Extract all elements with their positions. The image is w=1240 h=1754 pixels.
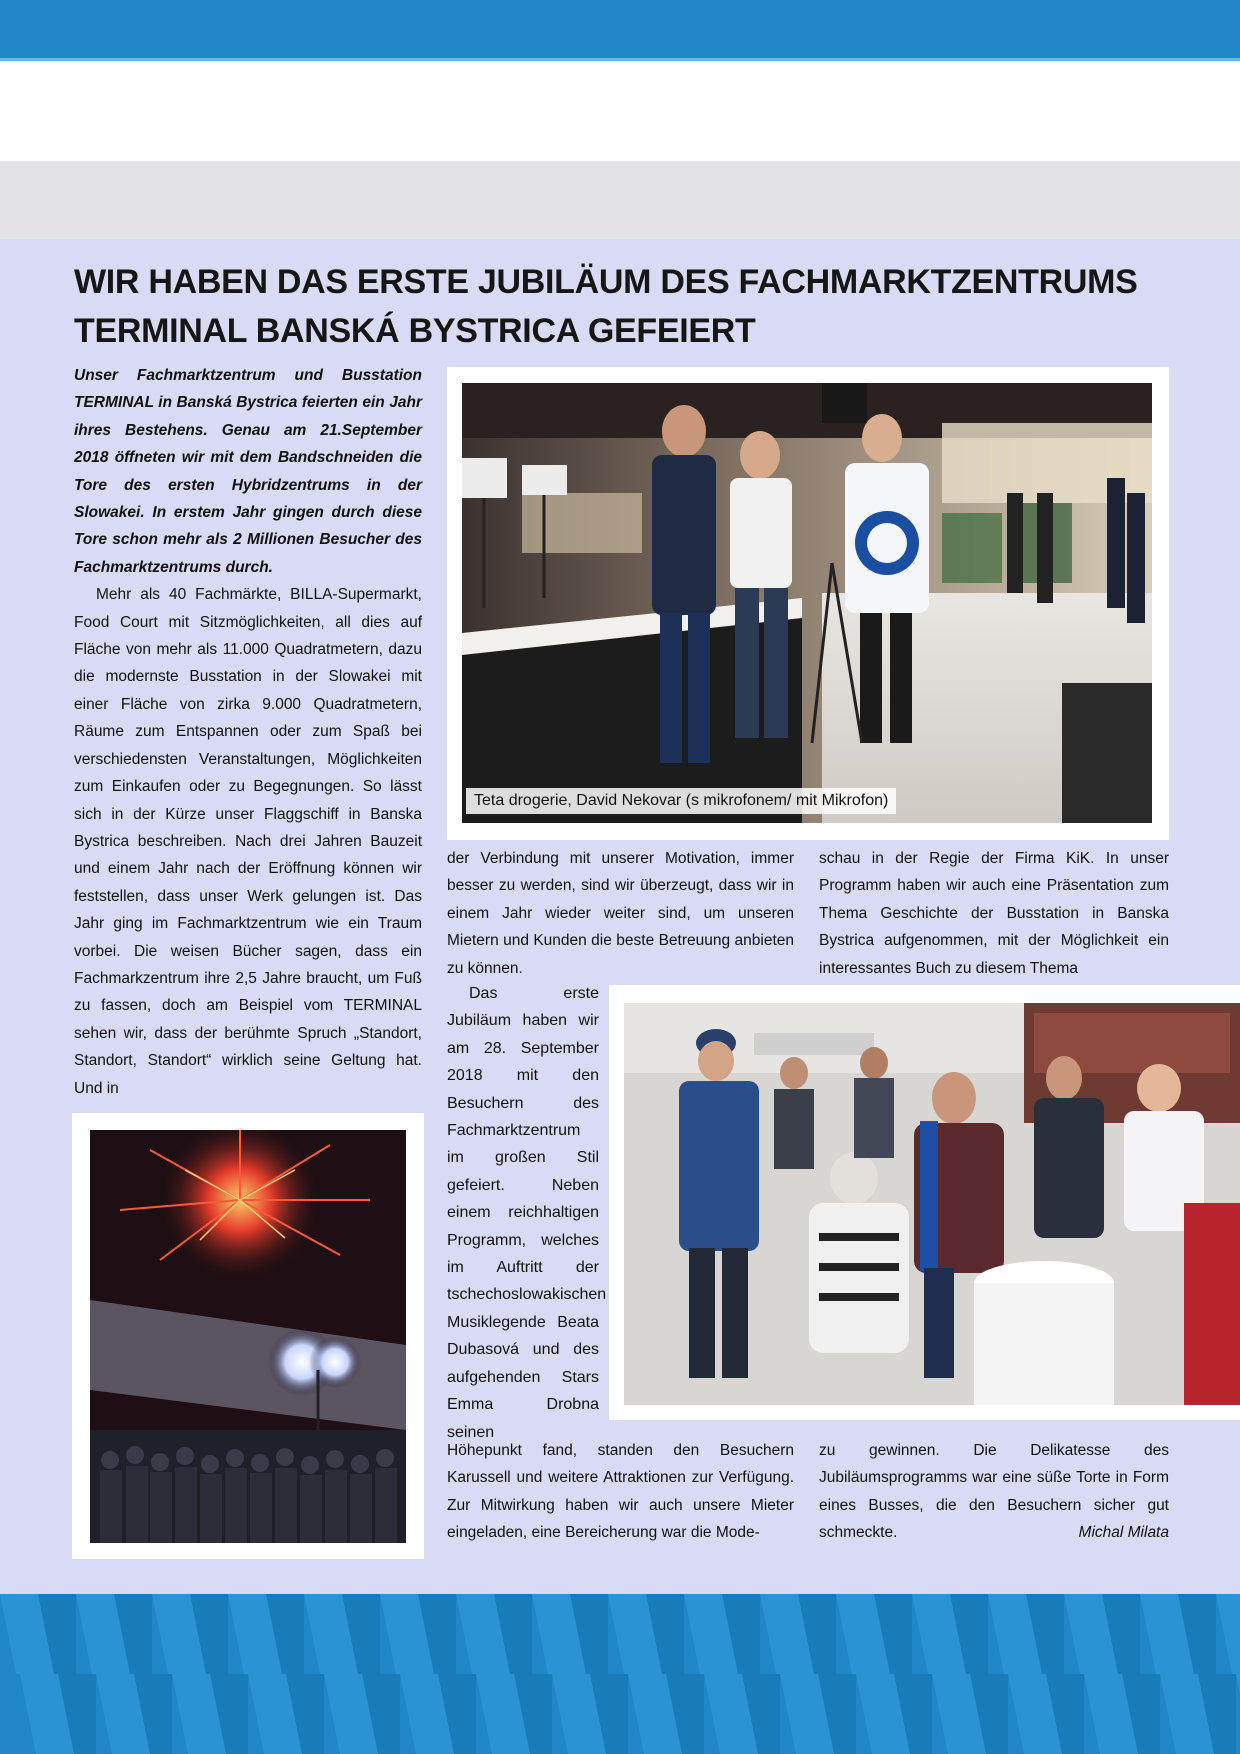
stage-photo-caption: Teta drogerie, David Nekovar (s mikrofonem/ mit Mikrofon) — [466, 788, 896, 814]
article-column-2-top — [447, 845, 794, 982]
article-column-3-bottom — [819, 1437, 1169, 1547]
article-body-narrow-column: Das erste Jubiläum haben wir am 28. September 2018 mit den Besuchern des Fachmarktzentrum im großen Stil gefeiert. Neben einem reichhaltigen Programm, welches im Auftritt der tschechoslowakischen Musiklegende Beata Dubasová und des aufgehenden Stars Emma Drobna seinen — [447, 985, 607, 1441]
article-body-column-3-bottom-text: zu gewinnen. Die Delikatesse des Jubiläumsprogramms war eine süße Torte in Form eines Busses, die den Besuchern sicher gut schmeckte. — [819, 1442, 1169, 1542]
article-body-column-3-top: schau in der Regie der Firma KiK. In unser Programm haben wir auch eine Präsentation zum Thema Geschichte der Busstation in Banska Bystrica aufgenommen, mit der Möglichkeit ein interessantes Buch zu diesem Thema — [819, 850, 1169, 977]
crowd-photo — [624, 1003, 1240, 1405]
article-lead: Unser Fachmarktzentrum und Busstation TERMINAL in Banská Bystrica feierten ein Jahr ihres Bestehens. Genau am 21.September 2018 öffneten wir mit dem Bandschneiden die Tore des ersten Hybridzentrums in der Slowakei. In erstem Jahr gingen durch diese Tore schon mehr als 2 Millionen Besucher des Fachmarktzentrums durch. — [74, 367, 422, 576]
header-gray-band — [0, 161, 1240, 239]
author-signature: Michal Milata — [1078, 1524, 1169, 1542]
article-column-3-top — [819, 845, 1169, 982]
article-column-2-bottom — [447, 1437, 794, 1547]
header-white-band — [0, 61, 1240, 161]
article-title-line-1: WIR HABEN DAS ERSTE JUBILÄUM DES FACHMARKTZENTRUMS — [74, 263, 1138, 301]
article-body-column-1: Mehr als 40 Fachmärkte, BILLA-Supermarkt, Food Court mit Sitzmöglichkeiten, all dies auf Fläche von mehr als 11.000 Quadratmetern, dazu die modernste Busstation in der Slowakei mit einer Fläche von zirka 9.000 Quadratmetern, Räume zum Entspannen oder zum Spaß bei verschiedensten Veranstaltungen, Möglichkeiten zum Einkaufen oder zu Begegnungen. So lässt sich in der Kürze unser Flaggschiff in Banska Bystrica beschreiben. Nach drei Jahren Bauzeit und einem Jahr nach der Eröffnung können wir feststellen, dass unser Werk gelungen ist. Das Jahr ging im Fachmarktzentrum wie ein Traum vorbei. Die weisen Bücher sagen, dass ein Fachmarkzentrum ihre 2,5 Jahre braucht, um Fuß zu fassen, doch am Beispiel vom TERMINAL sehen wir, dass der berühmte Spruch „Standort, Standort, Standort“ wirklich seine Geltung hat. Und in — [74, 586, 422, 1097]
stage-photo — [462, 383, 1152, 823]
article-narrow-column — [447, 980, 607, 1446]
bottom-decorative-band — [0, 1594, 1240, 1754]
article-body-column-2-top: der Verbindung mit unserer Motivation, immer besser zu werden, sind wir überzeugt, dass wir in einem Jahr wieder weiter sind, um unseren Mietern und Kunden die beste Betreuung anbieten zu können. — [447, 850, 794, 977]
article-body-column-2-bottom: Höhepunkt fand, standen den Besuchern Karussell und weitere Attraktionen zur Verfügung. Zur Mitwirkung haben wir auch unsere Mieter eingeladen, eine Bereicherung war die Mode- — [447, 1442, 794, 1542]
article-body-column-3-bottom — [819, 1437, 1169, 1547]
article-title-line-2: TERMINAL BANSKÁ BYSTRICA GEFEIERT — [74, 312, 756, 350]
article-title — [74, 258, 1174, 356]
top-blue-bar — [0, 0, 1240, 58]
article-column-1 — [74, 362, 422, 1102]
fireworks-photo — [90, 1130, 406, 1543]
